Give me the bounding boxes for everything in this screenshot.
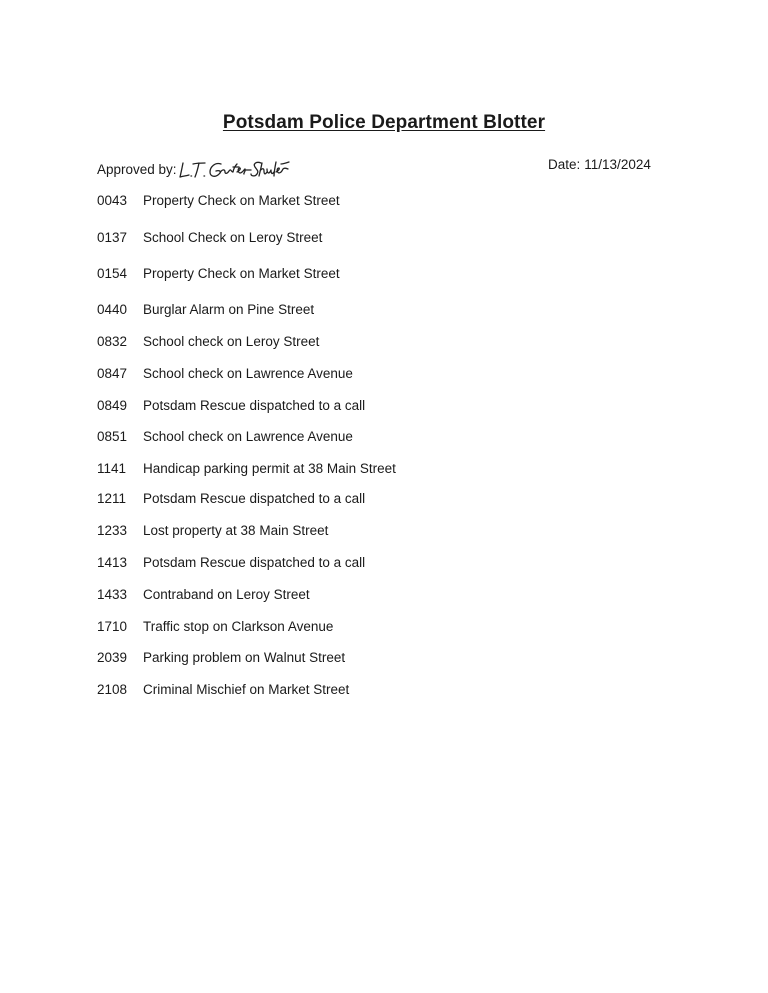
entry-description: Potsdam Rescue dispatched to a call <box>143 555 366 570</box>
blotter-entry <box>97 523 328 538</box>
entry-time: 0851 <box>97 429 128 444</box>
blotter-entry <box>97 266 340 281</box>
entry-description: Handicap parking permit at 38 Main Street <box>143 461 396 476</box>
blotter-entry <box>97 302 314 317</box>
blotter-entry <box>97 366 353 381</box>
entry-description: Potsdam Rescue dispatched to a call <box>143 491 366 506</box>
blotter-entry <box>97 555 365 570</box>
entry-description: School Check on Leroy Street <box>143 230 323 245</box>
entry-description: Property Check on Market Street <box>143 193 340 208</box>
blotter-entry <box>97 650 345 665</box>
blotter-entry <box>97 682 349 697</box>
page-title: Potsdam Police Department Blotter <box>222 112 546 133</box>
entry-description: Property Check on Market Street <box>143 266 340 281</box>
blotter-entry <box>97 230 322 245</box>
blotter-entry <box>97 193 340 208</box>
entry-time: 2039 <box>97 650 128 665</box>
entry-time: 1211 <box>97 491 127 506</box>
blotter-entry <box>97 461 396 476</box>
blotter-entry <box>97 619 333 634</box>
date-value: 11/13/2024 <box>584 157 651 172</box>
entry-description: Potsdam Rescue dispatched to a call <box>143 398 366 413</box>
entry-time: 0832 <box>97 334 128 349</box>
entry-description: Criminal Mischief on Market Street <box>143 682 350 697</box>
entry-description: School check on Lawrence Avenue <box>143 429 353 444</box>
entry-description: School check on Lawrence Avenue <box>143 366 353 381</box>
entry-time: 1413 <box>97 555 128 570</box>
blotter-entry <box>97 334 319 349</box>
blotter-entry <box>97 587 310 602</box>
entry-time: 1433 <box>97 587 128 602</box>
entry-time: 2108 <box>97 682 128 697</box>
approved-by-label: Approved by: <box>97 162 177 177</box>
blotter-entry <box>97 429 353 444</box>
entry-description: Contraband on Leroy Street <box>143 587 310 602</box>
entry-description: Burglar Alarm on Pine Street <box>143 302 315 317</box>
entry-time: 0137 <box>97 230 128 245</box>
date-label: Date: <box>548 157 581 172</box>
blotter-entry <box>97 398 365 413</box>
entry-time: 1710 <box>97 619 128 634</box>
entry-time: 0043 <box>97 193 128 208</box>
entry-time: 0154 <box>97 266 128 281</box>
entry-time: 0847 <box>97 366 128 381</box>
entry-time: 1141 <box>97 461 127 476</box>
entry-time: 0440 <box>97 302 128 317</box>
entry-description: Traffic stop on Clarkson Avenue <box>143 619 334 634</box>
entry-description: Parking problem on Walnut Street <box>143 650 346 665</box>
entry-description: Lost property at 38 Main Street <box>143 523 329 538</box>
entry-time: 1233 <box>97 523 128 538</box>
blotter-entry <box>97 491 365 506</box>
entry-time: 0849 <box>97 398 128 413</box>
entry-description: School check on Leroy Street <box>143 334 320 349</box>
